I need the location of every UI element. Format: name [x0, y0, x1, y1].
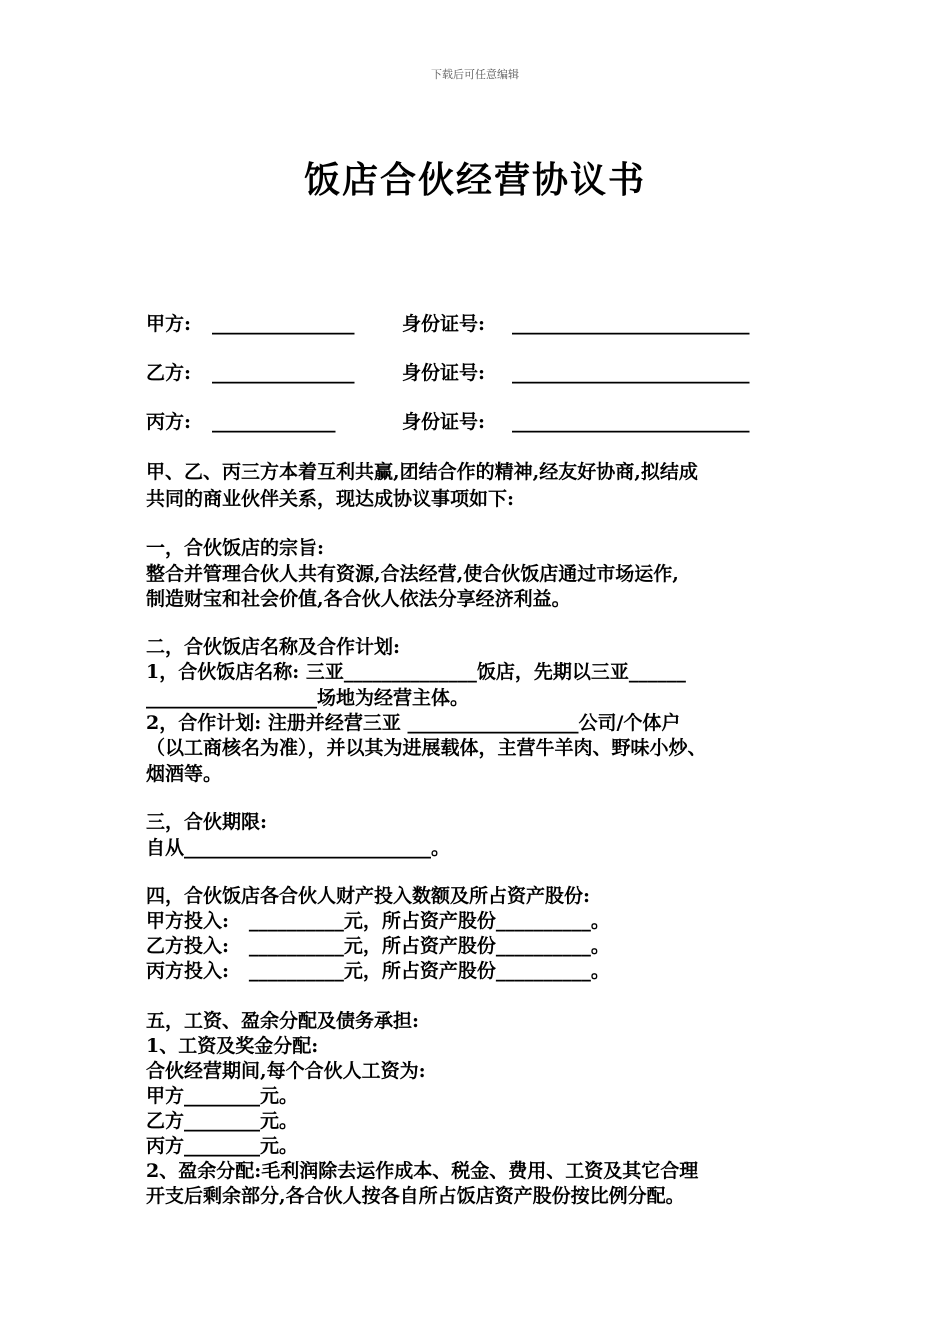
body-line: 开支后剩余部分,各合伙人按各自所占饭店资产股份按比例分配。: [146, 1185, 685, 1207]
party-row-a: [146, 312, 750, 336]
id-blank: _________________________: [512, 411, 750, 433]
party-name-blank: _____________: [212, 411, 336, 433]
body-line: 制造财宝和社会价值,各合伙人依法分享经济利益。: [146, 588, 571, 610]
intro-line: 甲、乙、丙三方本着互利共赢,团结合作的精神,经友好协商,拟结成: [146, 461, 698, 483]
body-line: 丙方________元。: [146, 1135, 299, 1157]
body-line: （以工商核名为准），并以其为进展载体，主营牛羊肉、野味小炒、: [146, 737, 707, 759]
party-label: 丙方:: [146, 411, 192, 433]
document-title: 饭店合伙经营协议书: [303, 160, 646, 201]
id-label: 身份证号:: [402, 411, 486, 433]
body-line: 整合并管理合伙人共有资源,合法经营,使合伙饭店通过市场运作,: [146, 563, 679, 585]
body-line: 2，合作计划: 注册并经营三亚 __________________公司/个体户: [146, 712, 681, 734]
body-line: __________________场地为经营主体。: [146, 687, 470, 709]
party-row-b: [146, 361, 750, 385]
body-line: 合伙经营期间,每个合伙人工资为:: [146, 1060, 426, 1082]
id-blank: _________________________: [512, 362, 750, 384]
party-label: 乙方:: [146, 362, 192, 384]
body-line: 自从__________________________。: [146, 837, 451, 859]
body-line: 丙方投入: __________元，所占资产股份__________。: [146, 960, 610, 982]
intro-line: 共同的商业伙伴关系，现达成协议事项如下:: [146, 488, 515, 510]
id-blank: _________________________: [512, 313, 750, 335]
body-line: 甲方________元。: [146, 1085, 299, 1107]
page-header: 下载后可任意编辑: [431, 68, 519, 81]
section-heading: 三，合伙期限:: [146, 811, 268, 833]
body-line: 烟酒等。: [146, 763, 223, 785]
section-heading: 一，合伙饭店的宗旨:: [146, 537, 325, 559]
body-line: 1、工资及奖金分配:: [146, 1035, 319, 1057]
party-name-blank: _______________: [212, 313, 355, 335]
body-line: 1，合伙饭店名称: 三亚______________饭店，先期以三亚______: [146, 661, 686, 683]
party-row-c: [146, 410, 750, 434]
id-label: 身份证号:: [402, 313, 486, 335]
section-heading: 二，合伙饭店名称及合作计划:: [146, 636, 401, 658]
party-label: 甲方:: [146, 313, 192, 335]
body-line: 乙方投入: __________元，所占资产股份__________。: [146, 935, 610, 957]
body-line: 甲方投入: __________元，所占资产股份__________。: [146, 910, 610, 932]
party-name-blank: _______________: [212, 362, 355, 384]
section-heading: 四，合伙饭店各合伙人财产投入数额及所占资产股份:: [146, 885, 591, 907]
section-heading: 五，工资、盈余分配及债务承担:: [146, 1010, 420, 1032]
body-line: 2、盈余分配:毛利润除去运作成本、税金、费用、工资及其它合理: [146, 1160, 699, 1182]
id-label: 身份证号:: [402, 362, 486, 384]
body-line: 乙方________元。: [146, 1110, 299, 1132]
